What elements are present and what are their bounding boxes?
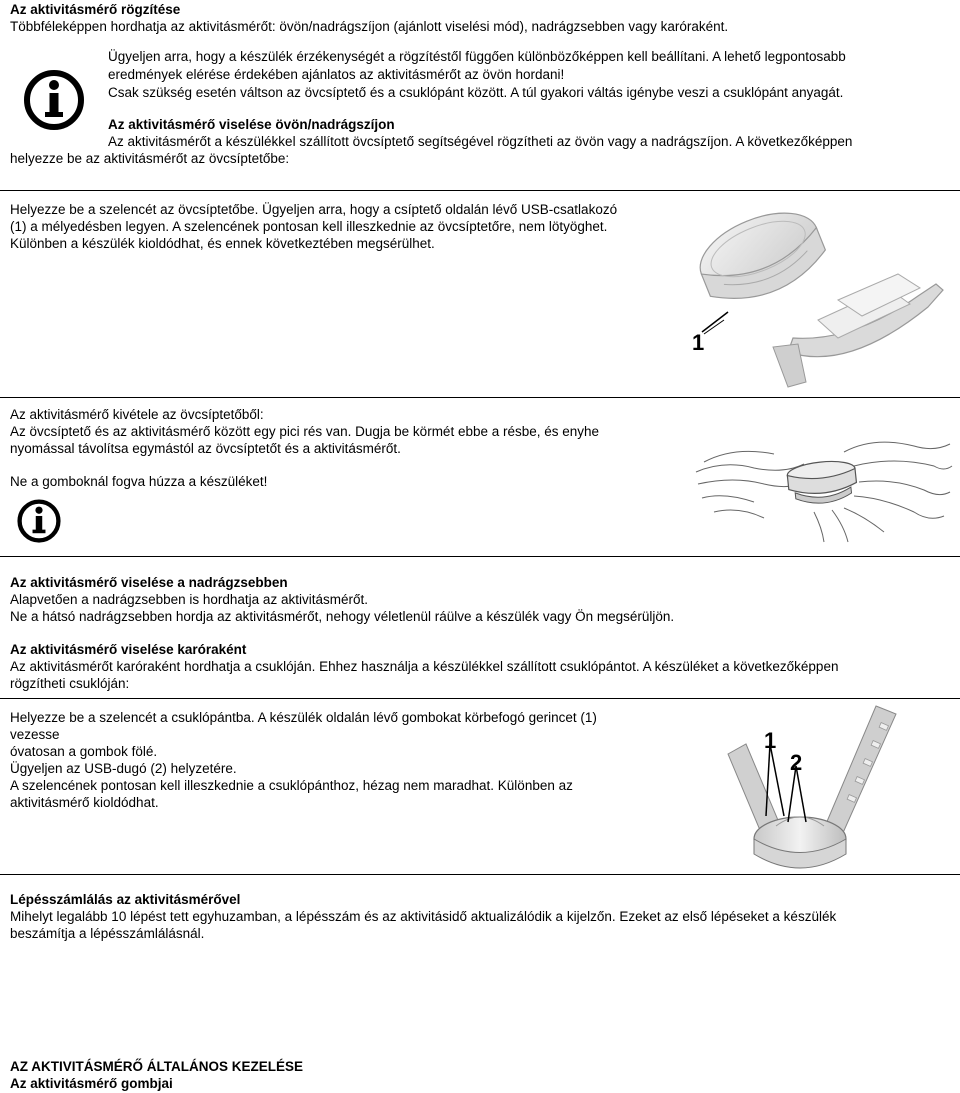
belt-clip-illustration [688,192,950,396]
intro-text: Többféleképpen hordhatja az aktivitásmérőt: övön/nadrágszíjon (ajánlott viselési mód), nadrágzsebben vagy karóraként. [10,19,729,34]
wrist-text-1: Az aktivitásmérőt karóraként hordhatja a csuklóján. Ehhez használja a készülékkel szállított csuklópántot. A készüléket a következőképpen [10,659,839,674]
strap-text-6: aktivitásmérő kioldódhat. [10,795,159,810]
note-line-2: eredmények elérése érdekében ajánlatos az aktivitásmérőt az övön hordani! [108,67,565,82]
table-rule [0,397,960,398]
table-rule [0,698,960,699]
step-count-text-1: Mihelyt legalább 10 lépést tett egyhuzamban, a lépésszám és az aktivitásidő aktualizálódik a kijelzőn. Ezeket az első lépéseket a készülék [10,909,837,924]
strap-label-1: 1 [764,728,777,753]
buttons-heading: Az aktivitásmérő gombjai [10,1076,173,1091]
removal-text-1: Az övcsíptető és az aktivitásmérő között egy pici rés van. Dugja be körmét ebbe a résbe, és enyhe [10,424,600,439]
clip-label-1: 1 [692,330,705,355]
strap-text-3: óvatosan a gombok fölé. [10,744,158,759]
section-heading-fixing: Az aktivitásmérő rögzítése [10,2,181,17]
info-icon [16,498,62,544]
note-line-3: Csak szükség esetén váltson az övcsíptető és a csuklópánt között. A túl gyakori váltás igénybe veszi a csuklópánt anyagát. [108,85,844,100]
strap-label-2: 2 [790,750,803,775]
clip-instruction-1: Helyezze be a szelencét az övcsíptetőbe. Ügyeljen arra, hogy a csíptető oldalán lévő USB-csatlakozó [10,202,618,217]
step-count-heading: Lépésszámlálás az aktivitásmérővel [10,892,241,907]
table-rule [0,874,960,875]
table-rule [0,190,960,191]
removal-heading: Az aktivitásmérő kivétele az övcsíptetőből: [10,407,264,422]
info-icon [22,68,86,132]
strap-text-1: Helyezze be a szelencét a csuklópántba. A készülék oldalán lévő gombokat körbefogó gerincet (1) [10,710,597,725]
general-usage-heading: AZ AKTIVITÁSMÉRŐ ÁLTALÁNOS KEZELÉSE [10,1059,303,1074]
strap-text-5: A szelencének pontosan kell illeszkednie a csuklópánthoz, hézag nem maradhat. Különben az [10,778,573,793]
wrist-strap-illustration [726,704,912,870]
table-rule [0,556,960,557]
removal-warning: Ne a gomboknál fogva húzza a készüléket! [10,474,268,489]
belt-text-1: Az aktivitásmérőt a készülékkel szállított övcsíptető segítségével rögzítheti az övön vagy a nadrágszíjon. A következőképpen [108,134,853,149]
subsection-heading-belt: Az aktivitásmérő viselése övön/nadrágszíjon [108,117,395,132]
pocket-text-1: Alapvetően a nadrágzsebben is hordhatja az aktivitásmérőt. [10,592,368,607]
pocket-text-2: Ne a hátsó nadrágzsebben hordja az aktivitásmérőt, nehogy véletlenül ráülve a készülék vagy Ön megsérüljön. [10,609,675,624]
step-count-text-2: beszámítja a lépésszámlálásnál. [10,926,205,941]
wrist-text-2: rögzítheti csuklóján: [10,676,130,691]
removal-hands-illustration [694,432,956,544]
pocket-heading: Az aktivitásmérő viselése a nadrágzsebben [10,575,288,590]
clip-instruction-2: (1) a mélyedésben legyen. A szelencének pontosan kell illeszkednie az övcsíptetőre, nem lötyöghet. [10,219,608,234]
belt-text-2: helyezze be az aktivitásmérőt az övcsíptetőbe: [10,151,290,166]
clip-instruction-3: Különben a készülék kioldódhat, és ennek következtében megsérülhet. [10,236,435,251]
removal-text-2: nyomással távolítsa egymástól az övcsíptetőt és a aktivitásmérőt. [10,441,401,456]
note-line-1: Ügyeljen arra, hogy a készülék érzékenységét a rögzítéstől függően különbözőképpen kell beállítani. A lehető legpontosabb [108,49,846,64]
strap-text-2: vezesse [10,727,60,742]
wrist-heading: Az aktivitásmérő viselése karóraként [10,642,247,657]
strap-text-4: Ügyeljen az USB-dugó (2) helyzetére. [10,761,237,776]
